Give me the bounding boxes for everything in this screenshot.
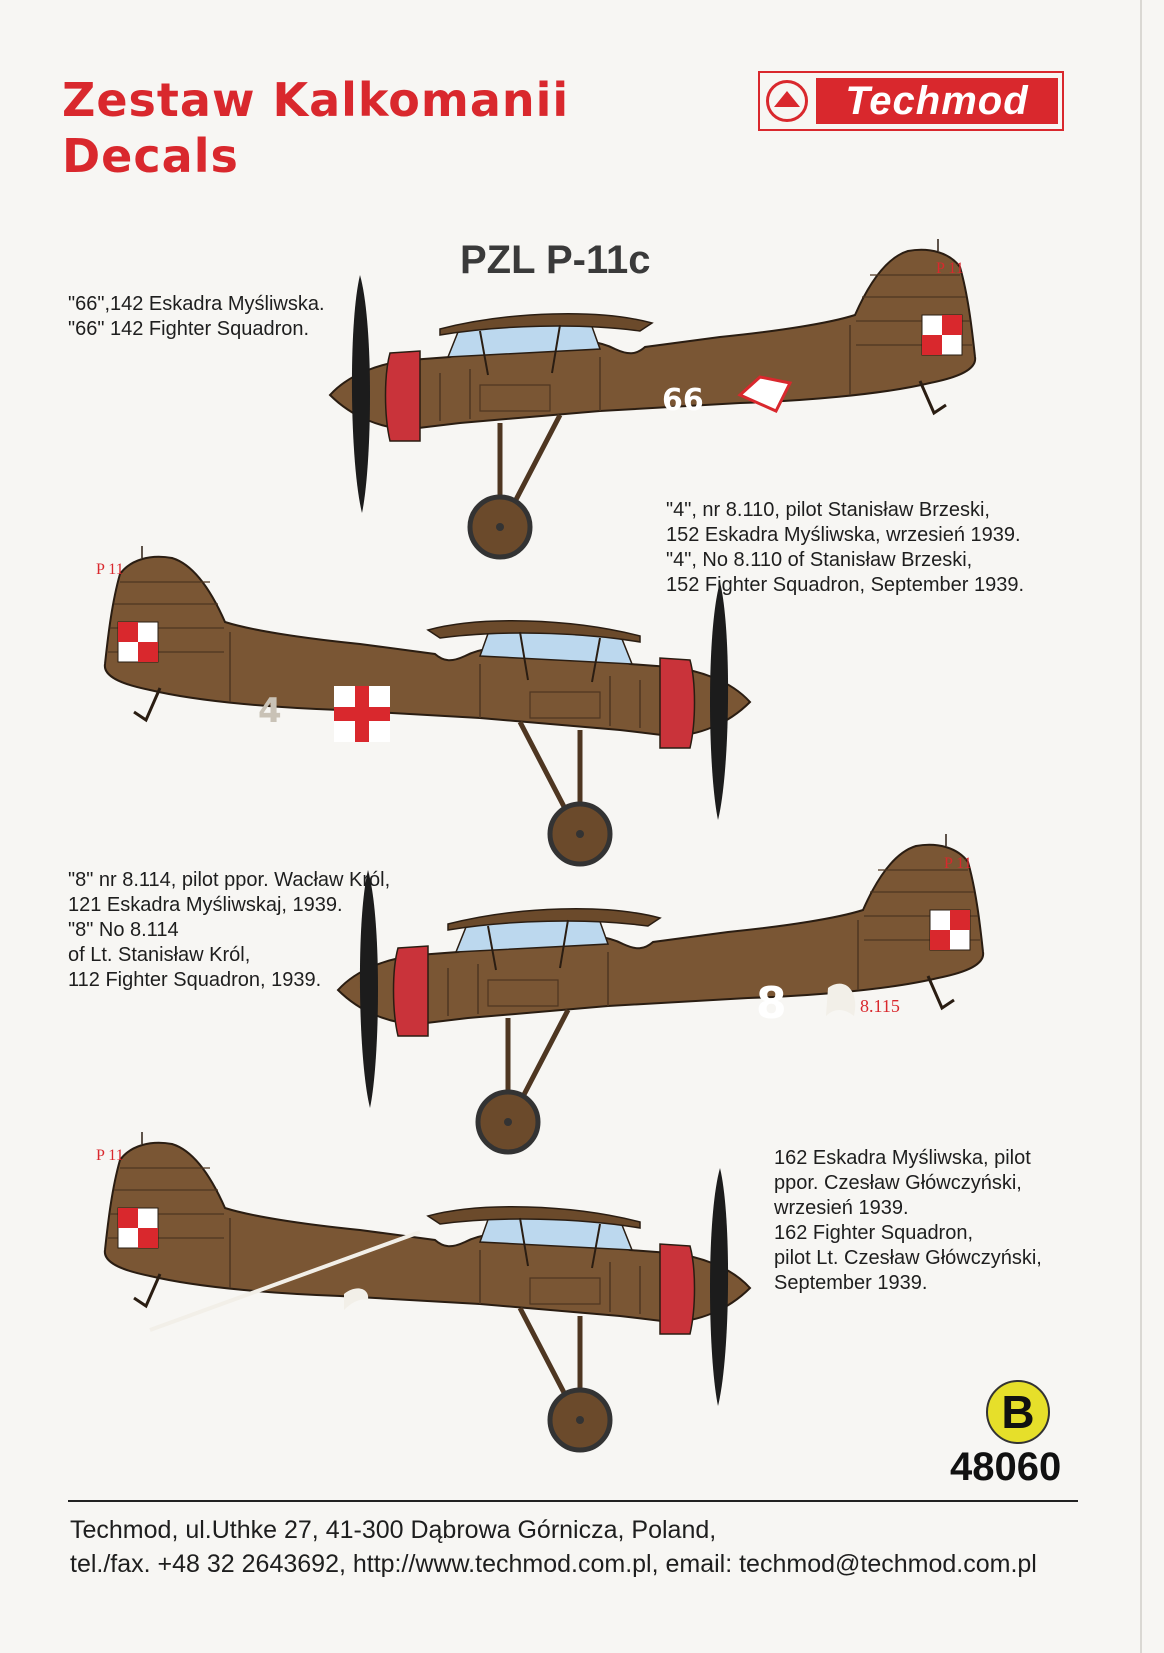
caption-3-line-1: "8" nr 8.114, pilot ppor. Wacław Król, bbox=[68, 869, 391, 891]
profile-4-airframe bbox=[105, 1132, 750, 1450]
caption-3-line-4: of Lt. Stanisław Król, bbox=[68, 944, 251, 966]
catalog-number: 48060 bbox=[950, 1445, 1062, 1489]
subject-title: PZL P-11c bbox=[460, 238, 651, 282]
caption-2-line-2: 152 Eskadra Myśliwska, wrzesień 1939. bbox=[666, 524, 1021, 546]
caption-4-line-5: pilot Lt. Czesław Główczyński, bbox=[774, 1247, 1042, 1269]
caption-4-line-6: September 1939. bbox=[774, 1272, 928, 1294]
caption-2-line-1: "4", nr 8.110, pilot Stanisław Brzeski, bbox=[666, 499, 990, 521]
caption-1-line-1: "66",142 Eskadra Myśliwska. bbox=[68, 293, 325, 315]
caption-4-line-2: ppor. Czesław Główczyński, bbox=[774, 1172, 1022, 1194]
caption-4-line-1: 162 Eskadra Myśliwska, pilot bbox=[774, 1147, 1031, 1169]
brand-name: Techmod bbox=[845, 79, 1029, 123]
caption-4-line-3: wrzesień 1939. bbox=[774, 1197, 909, 1219]
caption-2-line-3: "4", No 8.110 of Stanisław Brzeski, bbox=[666, 549, 973, 571]
footer-address bbox=[70, 1513, 1037, 1581]
footer-divider bbox=[68, 1500, 1078, 1502]
caption-3-line-5: 112 Fighter Squadron, 1939. bbox=[68, 969, 322, 991]
profile-1-code: 66 bbox=[662, 383, 704, 418]
profile-2-tail-text: P 11 bbox=[96, 561, 124, 578]
sheet-letter-badge bbox=[986, 1380, 1050, 1444]
profile-3-code: 8 bbox=[756, 978, 787, 1029]
caption-4-line-4: 162 Fighter Squadron, bbox=[774, 1222, 974, 1244]
footer-line-2: tel./fax. +48 32 2643692, http://www.techmod.com.pl, email: techmod@techmod.com.pl bbox=[70, 1550, 1037, 1578]
profile-3-tail-text: P 11 bbox=[944, 855, 972, 872]
title-line-1: Zestaw Kalkomanii bbox=[62, 73, 570, 127]
profile-3-serial: 8.115 bbox=[860, 996, 900, 1016]
profile-1-tail-text: P 11 bbox=[936, 260, 964, 277]
profile-4-squadron-badge-icon bbox=[344, 1288, 368, 1310]
sheet-letter: B bbox=[1001, 1386, 1035, 1438]
footer-line-1: Techmod, ul.Uthke 27, 41-300 Dąbrowa Górnicza, Poland, bbox=[70, 1516, 717, 1544]
profile-2-code: 4 bbox=[258, 691, 282, 731]
title-line-2: Decals bbox=[62, 129, 239, 183]
caption-3-line-3: "8" No 8.114 bbox=[68, 919, 179, 941]
caption-1-line-2: "66" 142 Fighter Squadron. bbox=[68, 318, 310, 340]
caption-2-line-4: 152 Fighter Squadron, September 1939. bbox=[666, 574, 1025, 596]
profile-4-tail-text: P 11 bbox=[96, 1147, 124, 1164]
caption-3-line-2: 121 Eskadra Myśliwskaj, 1939. bbox=[68, 894, 343, 916]
